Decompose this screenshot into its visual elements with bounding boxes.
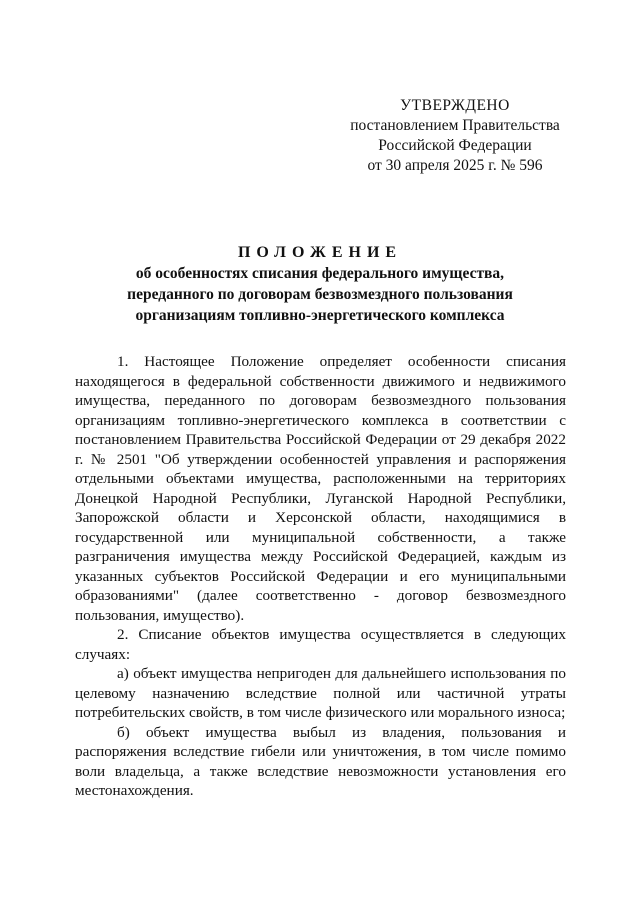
paragraph-2: 2. Списание объектов имущества осуществляется в следующих случаях: <box>75 626 566 663</box>
document-body <box>75 352 566 801</box>
paragraph-1: 1. Настоящее Положение определяет особенности списания находящегося в федеральной собственности движимого и недвижимого имущества, переданного по договорам безвозмездного пользования организациям топливно-энергетического комплекса в соответствии с постановлением Правительства Российской Федерации от 29 декабря 2022 г. № 2501 "Об утверждении особенностей управления и распоряжения отдельными объектами имущества, расположенными на территориях Донецкой Народной Республики, Луганской Народной Республики, Запорожской области и Херсонской области, находящимися в государственной или муниципальной собственности, а также разграничения имущества между Российской Федерацией, каждым из указанных субъектов Российской Федерации и его муниципальными образованиями" (далее соответственно - договор безвозмездного пользования, имущество). <box>75 353 566 624</box>
approval-line-government: Российской Федерации <box>378 137 532 154</box>
paragraph-2a: а) объект имущества непригоден для дальнейшего использования по целевому назначению вследствие полной или частичной утраты потребительских свойств, в том числе физического или морального износа; <box>75 665 566 721</box>
approval-line-date: от 30 апреля 2025 г. № 596 <box>367 157 543 174</box>
approval-block <box>345 96 565 176</box>
paragraph-2b: б) объект имущества выбыл из владения, пользования и распоряжения вследствие гибели или уничтожения, в том числе помимо воли владельца, а также вследствие невозможности установления его местонахождения. <box>75 723 566 799</box>
document-title: ПОЛОЖЕНИЕ <box>237 244 403 261</box>
approval-title: УТВЕРЖДЕНО <box>400 97 510 114</box>
approval-line-resolution: постановлением Правительства <box>350 117 560 134</box>
document-subtitle: об особенностях списания федерального имущества, переданного по договорам безвозмездного пользования организациям топливно-энергетического комплекса <box>127 265 513 324</box>
